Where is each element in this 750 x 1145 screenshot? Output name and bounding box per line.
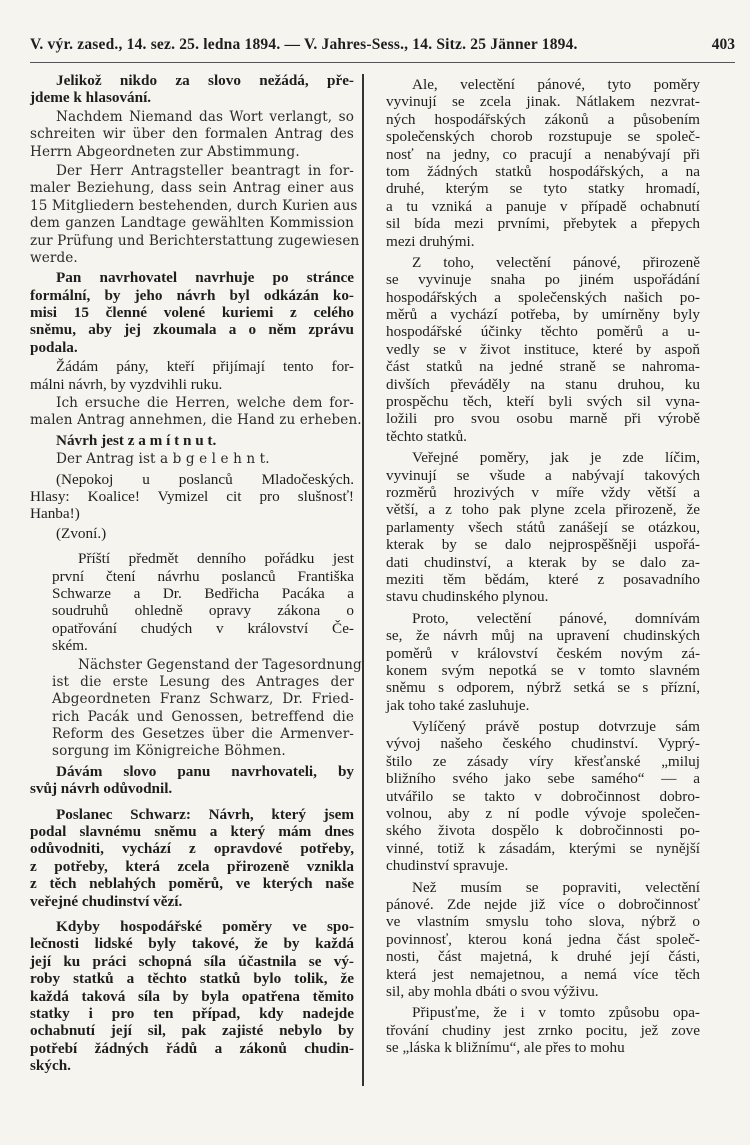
text-line: bližního svého jako sebe samého“ — a xyxy=(386,770,700,788)
text-line: hospodářské účinky těchto poměrů a u- xyxy=(386,323,700,341)
text-line: Kdyby hospodářské poměry ve spo- xyxy=(56,917,354,935)
text-line: volnou, aby z ní podle vývoje společen- xyxy=(386,805,700,823)
text-line: statky i pro ten případ, kdy nadejde xyxy=(30,1004,354,1022)
text-line: Veřejné poměry, jak je zde líčim, xyxy=(412,449,700,467)
text-line: poměrů v království českém novým zá- xyxy=(386,644,700,662)
text-line: jak toho také zasluhuje. xyxy=(386,696,530,714)
text-line: Abgeordneten Franz Schwarz, Dr. Fried- xyxy=(52,691,354,708)
text-line: jdeme k hlasování. xyxy=(30,89,152,107)
text-line: vývoj našeho českého chudinství. Vyprý- xyxy=(386,735,700,753)
text-line: konem svým nepotká se v tomto slavném xyxy=(386,661,700,679)
text-line: divších převáděly na stanu druhou, ku xyxy=(386,375,700,393)
left-column xyxy=(30,72,362,1076)
text-line: roby statků a těchto statků bylo tolik, že xyxy=(30,970,354,988)
paragraph xyxy=(386,879,700,1001)
text-line: podala. xyxy=(30,338,78,356)
text-line: dati chudinství, a kterak by se dalo za- xyxy=(386,553,700,571)
text-line: Vylíčený právě postup dotvrzuje sám xyxy=(412,718,700,736)
text-line: Z toho, velectění pánové, přirozeně xyxy=(412,253,700,271)
text-line: nosti, část majetná, k druhé její části, xyxy=(386,948,700,966)
text-line: Návrh jest z a m í t n u t. xyxy=(56,431,217,449)
text-line: povinnosť, kterou koná jedna část společ- xyxy=(386,930,700,948)
text-line: se, že návrh můj na upravení chudinských xyxy=(386,627,700,645)
text-line: misi 15 členné volené kuriemi z celého xyxy=(30,304,354,322)
text-line: a tu vzniká a panuje v případě ochabnutí xyxy=(386,197,700,215)
text-line: Než musím se popraviti, velectění xyxy=(412,878,700,896)
text-line: malen Antrag annehmen, die Hand zu erheben. xyxy=(30,412,362,429)
paragraph xyxy=(30,395,362,430)
text-line: Herrn Abgeordneten zur Abstimmung. xyxy=(30,143,300,160)
text-line: Proto, velectění pánové, domnívám xyxy=(412,609,700,627)
paragraph xyxy=(386,254,700,445)
text-line: potřebí žádných řádů a zákonů chudin- xyxy=(30,1039,354,1057)
text-line: sil, aby mohla dbáti o svou výživu. xyxy=(386,982,599,1000)
text-line: Hanba!) xyxy=(30,505,80,523)
paragraph xyxy=(30,525,354,542)
text-line: první čtení návrhu poslanců Františka xyxy=(52,567,354,585)
text-line: Dávám slovo panu navrhovateli, by xyxy=(56,762,354,780)
text-line: větší, a z toho pak plyne zcela přirozeně, že xyxy=(386,501,700,519)
text-line: ského života dospělo k dobročinnosti po- xyxy=(386,822,700,840)
text-line: ložili pro svou osobu marně při výrobě xyxy=(386,410,700,428)
paragraph xyxy=(386,610,700,714)
text-line: ochabnutí její sil, pak zajisté nebylo by xyxy=(30,1022,354,1040)
paragraph xyxy=(30,918,354,1075)
text-line: (Zvoní.) xyxy=(56,524,107,542)
text-line: odůvodniti, vychází z opravdové potřeby, xyxy=(30,840,354,858)
text-line: vyvinují se všude a nabývají takových xyxy=(386,466,700,484)
text-line: soudruhů ohledně opravy zákona o xyxy=(52,602,354,620)
text-line: Pan navrhovatel navrhuje po stránce xyxy=(56,269,354,287)
text-line: podal slavnému sněmu a který mám dnes xyxy=(30,823,354,841)
text-line: vinné, totiž k zásadám, kterými se nynější xyxy=(386,839,700,857)
paragraph xyxy=(30,269,354,356)
text-line: 15 Mitgliedern bestehenden, durch Kurien aus xyxy=(30,197,358,214)
running-header xyxy=(30,36,735,58)
text-line: sorgung im Königreiche Böhmen. xyxy=(52,743,286,760)
paragraph xyxy=(30,358,354,393)
paragraph xyxy=(30,72,354,107)
text-line: Der Antrag ist a b g e l e h n t. xyxy=(56,451,270,468)
text-line: hospodářských a společenských našich po- xyxy=(386,288,700,306)
paragraph xyxy=(30,550,354,654)
paragraph xyxy=(30,763,354,798)
text-line: z potřeby, která zcela přirozeně vznikla xyxy=(30,857,354,875)
text-line: ských. xyxy=(30,1057,71,1075)
paragraph xyxy=(30,451,354,468)
page-number: 403 xyxy=(711,36,735,53)
text-line: schreiten wir über den formalen Antrag des xyxy=(30,126,354,143)
text-line: ve vlastním smyslu toho slova, nýbrž o xyxy=(386,913,700,931)
text-line: werde. xyxy=(30,249,78,266)
text-line: každá taková síla by byla opatřena těmito xyxy=(30,987,354,1005)
paragraph xyxy=(30,432,354,449)
header-title: V. výr. zased., 14. sez. 25. ledna 1894. — V. Jahres-Sess., 14. Sitz. 25 Jänner 1894. xyxy=(30,36,578,53)
text-line: Reform des Gesetzes über die Armenver- xyxy=(52,726,354,743)
text-line: málni návrh, by vyzdvihli ruku. xyxy=(30,375,223,393)
text-line: ných hospodářských zákonů a působením xyxy=(386,110,700,128)
paragraph xyxy=(386,718,700,875)
text-line: Der Herr Antragsteller beantragt in for- xyxy=(56,162,354,179)
text-line: svůj návrh odůvodnil. xyxy=(30,780,173,798)
text-line: Ich ersuche die Herren, welche dem for- xyxy=(56,395,354,412)
text-line: Hlasy: Koalice! Vymizel cit pro slušnosť! xyxy=(30,487,354,505)
text-line: se vyvinuje snaha po jiném uspořádání xyxy=(386,271,700,289)
text-line: Nächster Gegenstand der Tagesordnung xyxy=(78,656,362,673)
text-line: tom žádných statků hospodářských, a na xyxy=(386,162,700,180)
text-line: se „láska k bližnímu“, ale přes to mohu xyxy=(386,1039,625,1057)
text-line: ist die erste Lesung des Antrages der xyxy=(52,673,354,690)
text-line: třování chudiny jest zrnko pocitu, jež zove xyxy=(386,1021,700,1039)
text-line: stavu chudinského plynou. xyxy=(386,588,549,606)
paragraph xyxy=(30,806,354,910)
column-divider xyxy=(362,74,364,1086)
text-line: utvářilo se takto v dobročinnost dobro- xyxy=(386,787,700,805)
paragraph xyxy=(30,109,354,161)
text-line: Připusťme, že i v tomto způsobu opa- xyxy=(412,1004,700,1022)
text-line: štilo ze zásady víry křesťanské „miluj xyxy=(386,752,700,770)
text-line: Ale, velectění pánové, tyto poměry xyxy=(412,76,700,93)
text-line: (Nepokoj u poslanců Mladočeských. xyxy=(56,470,354,488)
text-line: vedly se v život instituce, které by aspoň xyxy=(386,340,700,358)
text-line: těchto statků. xyxy=(386,427,467,445)
text-line: mezi druhými. xyxy=(386,232,475,250)
text-line: dem ganzen Landtage gewählten Kommission xyxy=(30,215,354,232)
text-line: maler Beziehung, dass sein Antrag einer aus xyxy=(30,180,354,197)
text-line: kterak by se dalo nejprospěšněji uspořá- xyxy=(386,536,700,554)
text-line: lečnosti lidské byly takové, že by každá xyxy=(30,935,354,953)
text-line: z těch neblahých poměrů, ve kterých naše xyxy=(30,875,354,893)
paragraph xyxy=(386,1004,700,1056)
paragraph xyxy=(386,449,700,606)
paragraph xyxy=(386,76,700,250)
text-line: pánové. Zde nejde již více o dobročinnosť xyxy=(386,895,700,913)
text-line: společenských chorob rozstupuje se společ- xyxy=(386,128,700,146)
text-line: která jest nemajetnou, a nemá více těch xyxy=(386,965,700,983)
text-line: nosť na jedny, co pracují a nenabývají při xyxy=(386,145,700,163)
text-line: ském. xyxy=(52,637,88,655)
paragraph xyxy=(30,162,360,267)
text-line: opatřování chudých v království Če- xyxy=(52,619,354,637)
text-line: Příští předmět denního pořádku jest xyxy=(78,550,354,568)
text-line: část statků na jedné straně se nahroma- xyxy=(386,358,700,376)
paragraph xyxy=(30,656,362,761)
header-rule xyxy=(30,62,735,63)
text-line: Nachdem Niemand das Wort verlangt, so xyxy=(56,108,354,125)
text-line: její ku práci schopná síla účastnila se vý- xyxy=(30,952,354,970)
text-line: zur Prüfung und Berichterstattung zugewiesen xyxy=(30,232,360,249)
text-line: rich Pacák und Genossen, betreffend die xyxy=(52,708,354,725)
text-line: sněmu, aby jej zkoumala a o něm zprávu xyxy=(30,321,354,339)
text-line: vyvinují se zcela jinak. Nátlakem nezvrat- xyxy=(386,93,700,111)
text-line: sil bída mezi prvními, přebytek a přepych xyxy=(386,215,700,233)
text-line: druhé, kterým se tyto statky hromadí, xyxy=(386,180,700,198)
text-line: veřejné chudinství vězí. xyxy=(30,892,183,910)
text-line: Žádám pány, kteří přijímají tento for- xyxy=(56,358,354,376)
text-line: parlamenty všech států zanášejí se otázkou, xyxy=(386,518,700,536)
text-line: sněmu s odporem, nýbrž setká se s přízní, xyxy=(386,679,700,697)
text-line: formální, by jeho návrh byl odkázán ko- xyxy=(30,286,354,304)
text-line: měrů a vychází potřeba, by umírněny byly xyxy=(386,306,700,324)
text-line: Poslanec Schwarz: Návrh, který jsem xyxy=(56,805,354,823)
text-line: Schwarze a Dr. Bedřicha Pacáka a xyxy=(52,584,354,602)
text-line: meziti těm bědám, které z posavadního xyxy=(386,570,700,588)
paragraph xyxy=(30,471,354,523)
text-line: Jelikož nikdo za slovo nežádá, pře- xyxy=(56,72,354,89)
text-line: prospěchu těch, kteří byli svých sil vyna- xyxy=(386,393,700,411)
text-line: rozměrů hrozivých v míře vždy větší a xyxy=(386,483,700,501)
right-column xyxy=(386,76,700,1060)
text-line: chudinství spravuje. xyxy=(386,857,509,875)
